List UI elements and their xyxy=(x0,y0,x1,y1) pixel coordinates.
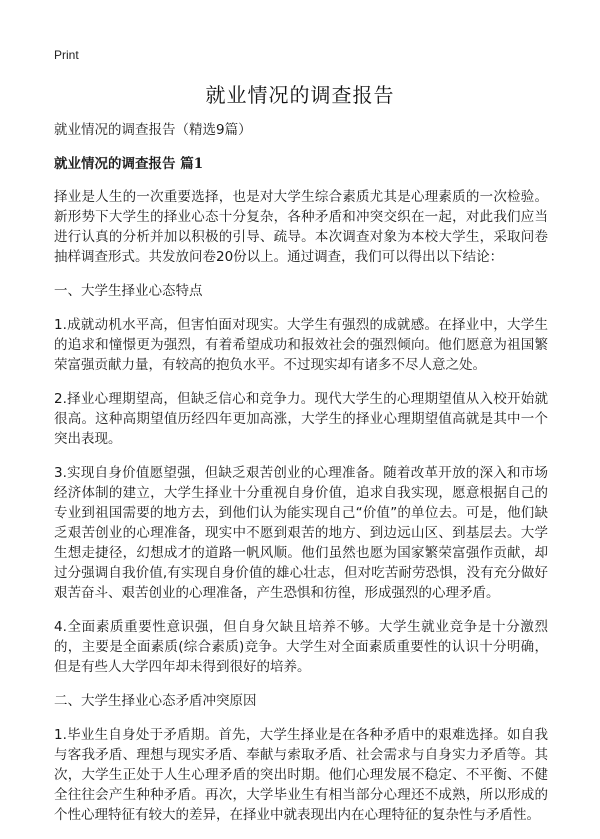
point-1-paragraph: 1.成就动机水平高，但害怕面对现实。大学生有强烈的成就感。在择业中，大学生的追求和憧憬更为强烈，有着希望成功和报效社会的强烈倾向。他们愿意为祖国繁荣富强贡献力量，有较高的抱负水平。不过现实却有诸多不尽人意之处。 xyxy=(54,317,548,373)
point-3-paragraph: 3.实现自身价值愿望强，但缺乏艰苦创业的心理准备。随着改革开放的深入和市场经济体制的建立，大学生择业十分重视自身价值，追求自我实现，愿意根据自己的专业到祖国需要的地方去，到他们认为能实现自己“价值”的单位去。可是，他们缺乏艰苦创业的心理准备，现实中不愿到艰苦的地方、到边远山区、到基层去。大学生想走捷径，幻想成才的道路一帆风顺。他们虽然也愿为国家繁荣富强作贡献，却过分强调自我价值,有实现自身价值的雄心壮志，但对吃苦耐劳恐惧，没有充分做好艰苦奋斗、艰苦创业的心理准备，产生恐惧和彷徨，形成强烈的心理矛盾。 xyxy=(54,465,548,601)
part2-heading: 二、大学生择业心态矛盾冲突原因 xyxy=(54,693,257,709)
section-heading-1: 就业情况的调查报告 篇1 xyxy=(54,156,204,172)
document-subtitle: 就业情况的调查报告（精选9篇） xyxy=(54,122,252,138)
part1-heading: 一、大学生择业心态特点 xyxy=(54,283,203,299)
point-2-paragraph: 2.择业心理期望高，但缺乏信心和竞争力。现代大学生的心理期望值从入校开始就很高。这种高期望值历经四年更加高涨，大学生的择业心理期望值高就是其中一个突出表现。 xyxy=(54,391,548,447)
point-4-paragraph: 4.全面素质重要性意识强，但自身欠缺且培养不够。大学生就业竞争是十分激烈的，主要是全面素质(综合素质)竞争。大学生对全面素质重要性的认识十分明确，但是有些人大学四年却未得到很好的培养。 xyxy=(54,619,548,675)
intro-paragraph: 择业是人生的一次重要选择，也是对大学生综合素质尤其是心理素质的一次检验。新形势下大学生的择业心态十分复杂，各种矛盾和冲突交织在一起，对此我们应当进行认真的分析并加以积极的引导、疏导。本次调查对象为本校大学生，采取问卷抽样调查形式。共发放问卷20份以上。通过调查，我们可以得出以下结论： xyxy=(54,189,548,265)
print-link[interactable]: Print xyxy=(54,48,79,62)
reason-1-paragraph: 1.毕业生自身处于矛盾期。首先，大学生择业是在各种矛盾中的艰难选择。如自我与客我矛盾、理想与现实矛盾、奉献与索取矛盾、社会需求与自身实力矛盾等。其次，大学生正处于人生心理矛盾的突出时期。他们心理发展不稳定、不平衡、不健全往往会产生种种矛盾。再次，大学毕业生有相当部分心理还不成熟，所以形成的个性心理特征有较大的差异，在择业中就表现出内在心理特征的复杂性与矛盾性。 xyxy=(54,727,548,823)
document-title: 就业情况的调查报告 xyxy=(205,83,395,107)
document-body xyxy=(54,120,548,839)
